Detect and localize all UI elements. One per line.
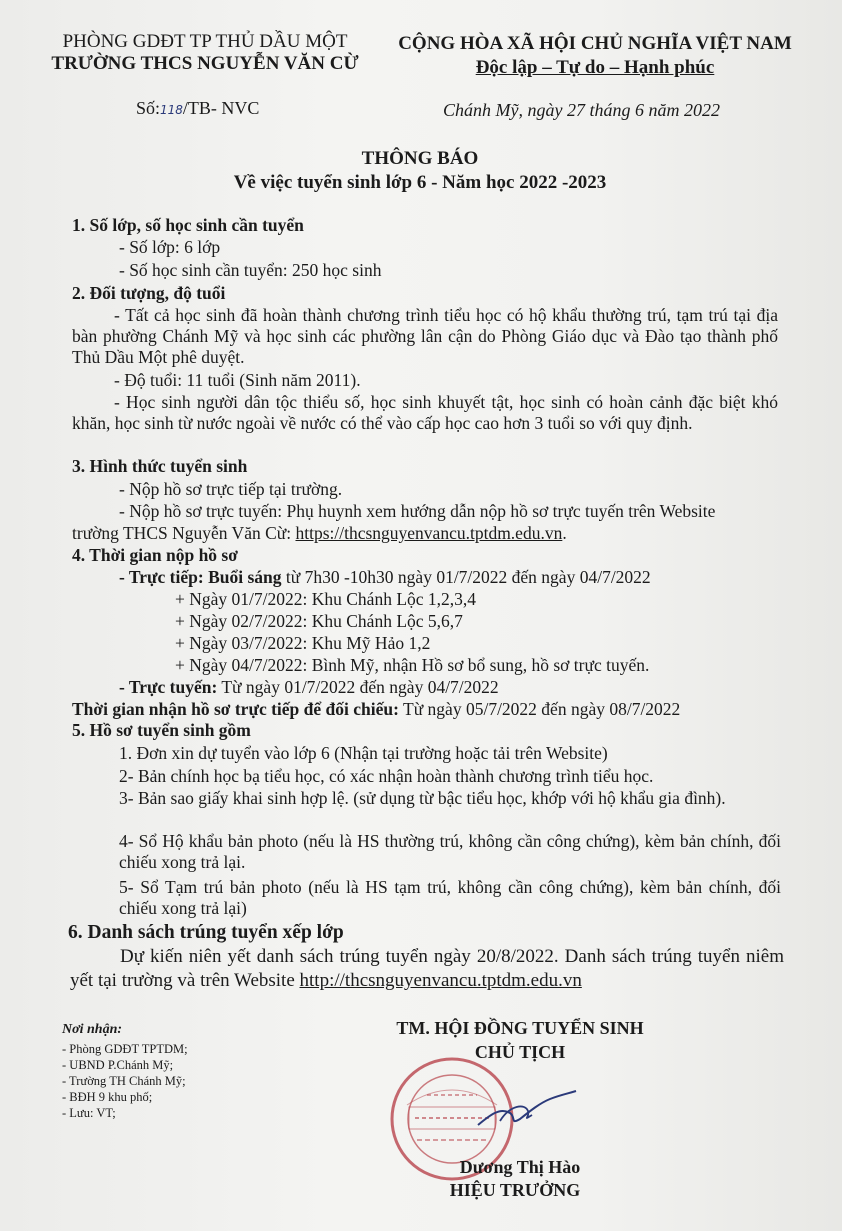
section-2-heading: 2. Đối tượng, độ tuổi <box>72 283 226 303</box>
section-2-para-2: - Độ tuổi: 11 tuổi (Sinh năm 2011). <box>114 370 361 390</box>
recipient-item: - Phòng GDĐT TPTDM; <box>62 1042 188 1056</box>
handwritten-signature <box>470 1085 580 1140</box>
document-item-1: 1. Đơn xin dự tuyển vào lớp 6 (Nhận tại trường hoặc tải trên Website) <box>119 743 608 763</box>
section-2-para-3: - Học sinh người dân tộc thiểu số, học sinh khuyết tật, học sinh có hoàn cảnh đặc biệt khó khăn, học sinh từ nước ngoài về nước có thể vào cấp học cao hơn 3 tuổi so với quy định. <box>72 392 778 433</box>
section-3-line-2: - Nộp hồ sơ trực tuyến: Phụ huynh xem hướng dẫn nộp hồ sơ trực tuyến trên Website <box>119 501 716 521</box>
department-name: PHÒNG GDĐT TP THỦ DẦU MỘT <box>62 31 348 52</box>
schedule-day-4: + Ngày 04/7/2022: Bình Mỹ, nhận Hồ sơ bổ sung, hồ sơ trực tuyến. <box>175 655 650 675</box>
direct-submission: - Trực tiếp: Buổi sáng từ 7h30 -10h30 ngày 01/7/2022 đến ngày 04/7/2022 <box>119 567 651 587</box>
signer-name: Dương Thị Hào <box>459 1157 581 1177</box>
section-1-line-2: - Số học sinh cần tuyển: 250 học sinh <box>119 260 382 280</box>
section-1-heading: 1. Số lớp, số học sinh cần tuyển <box>72 215 304 235</box>
schedule-day-2: + Ngày 02/7/2022: Khu Chánh Lộc 5,6,7 <box>175 611 463 631</box>
council-title: TM. HỘI ĐỒNG TUYỂN SINH <box>396 1018 644 1038</box>
notice-subtitle: Về việc tuyển sinh lớp 6 - Năm học 2022 -2023 <box>233 172 607 193</box>
notice-title: THÔNG BÁO <box>361 148 479 169</box>
section-3-line-1: - Nộp hồ sơ trực tiếp tại trường. <box>119 479 343 499</box>
recipient-item: - Lưu: VT; <box>62 1106 116 1120</box>
country-name: CỘNG HÒA XÃ HỘI CHỦ NGHĨA VIỆT NAM <box>398 33 792 54</box>
online-submission: - Trực tuyến: Từ ngày 01/7/2022 đến ngày 04/7/2022 <box>119 677 499 697</box>
place-date: Chánh Mỹ, ngày 27 tháng 6 năm 2022 <box>443 100 720 120</box>
website-link-1[interactable]: https://thcsnguyenvancu.tptdm.edu.vn <box>295 523 563 543</box>
website-link-2[interactable]: http://thcsnguyenvancu.tptdm.edu.vn <box>299 970 582 991</box>
document-item-3: 3- Bản sao giấy khai sinh hợp lệ. (sử dụng từ bậc tiểu học, khớp với hộ khẩu gia đình). <box>119 788 726 808</box>
recipients-title: Nơi nhận: <box>62 1022 123 1037</box>
schedule-day-3: + Ngày 03/7/2022: Khu Mỹ Hảo 1,2 <box>175 633 431 653</box>
section-2-para-1: - Tất cả học sinh đã hoàn thành chương trình tiểu học có hộ khẩu thường trú, tạm trú tại địa bàn phường Chánh Mỹ và học sinh các phường lân cận do Phòng Giáo dục và Đào tạo thành phố Thủ Dầu Một phê duyệt. <box>72 305 778 367</box>
section-3-heading: 3. Hình thức tuyển sinh <box>72 456 248 476</box>
section-1-line-1: - Số lớp: 6 lớp <box>119 237 221 257</box>
document-item-2: 2- Bản chính học bạ tiểu học, có xác nhận hoàn thành chương trình tiểu học. <box>119 766 654 786</box>
recipient-item: - BĐH 9 khu phố; <box>62 1090 153 1104</box>
schedule-day-1: + Ngày 01/7/2022: Khu Chánh Lộc 1,2,3,4 <box>175 589 477 609</box>
handwritten-number: 118 <box>160 103 183 117</box>
national-motto: Độc lập – Tự do – Hạnh phúc <box>475 57 715 78</box>
verification-period: Thời gian nhận hồ sơ trực tiếp để đối chiếu: Từ ngày 05/7/2022 đến ngày 08/7/2022 <box>72 699 681 719</box>
document-number: Số:118/TB- NVC <box>136 98 260 118</box>
section-6-heading: 6. Danh sách trúng tuyển xếp lớp <box>68 922 344 943</box>
document-item-4: 4- Sổ Hộ khẩu bản photo (nếu là HS thường trú, không cần công chứng), kèm bản chính, đối chiếu xong trả lại. <box>119 831 781 872</box>
school-name: TRƯỜNG THCS NGUYỄN VĂN CỪ <box>51 53 359 74</box>
section-3-line-3: trường THCS Nguyễn Văn Cừ: https://thcsnguyenvancu.tptdm.edu.vn. <box>72 523 567 543</box>
recipient-item: - UBND P.Chánh Mỹ; <box>62 1058 174 1072</box>
section-4-heading: 4. Thời gian nộp hồ sơ <box>72 545 238 565</box>
recipient-item: - Trường TH Chánh Mỹ; <box>62 1074 186 1088</box>
signer-position: HIỆU TRƯỞNG <box>449 1180 581 1200</box>
document-item-5: 5- Sổ Tạm trú bản photo (nếu là HS tạm trú, không cần công chứng), kèm bản chính, đối chiếu xong trả lại) <box>119 877 781 918</box>
section-6-para: Dự kiến niên yết danh sách trúng tuyển ngày 20/8/2022. Danh sách trúng tuyển niêm yết tại trường và trên Website http://thcsnguyenvancu.tptdm.edu.vn <box>70 946 784 991</box>
chairman-title: CHỦ TỊCH <box>474 1042 566 1062</box>
section-5-heading: 5. Hồ sơ tuyển sinh gồm <box>72 720 251 740</box>
